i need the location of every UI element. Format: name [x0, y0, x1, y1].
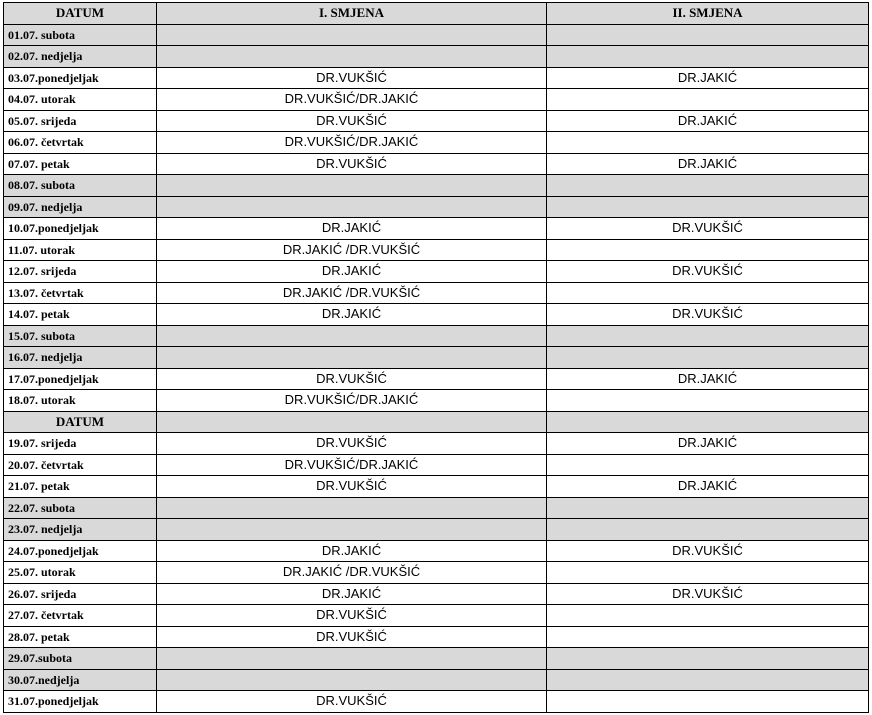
schedule-row: [4, 218, 869, 240]
date-cell: 01.07. subota: [4, 24, 157, 46]
second-shift-cell: [547, 46, 869, 68]
schedule-row: [4, 605, 869, 627]
second-shift-cell: [547, 605, 869, 627]
date-cell: 10.07.ponedjeljak: [4, 218, 157, 240]
date-cell: 20.07. četvrtak: [4, 454, 157, 476]
schedule-row: [4, 583, 869, 605]
second-shift-cell: DR.JAKIĆ: [547, 476, 869, 498]
date-cell: 29.07.subota: [4, 648, 157, 670]
date-cell: 04.07. utorak: [4, 89, 157, 111]
first-shift-cell: DR.JAKIĆ /DR.VUKŠIĆ: [157, 282, 547, 304]
date-cell: DATUM: [4, 411, 157, 433]
second-shift-cell: [547, 347, 869, 369]
schedule-row: [4, 67, 869, 89]
first-shift-cell: [157, 411, 547, 433]
first-shift-cell: [157, 497, 547, 519]
date-cell: 06.07. četvrtak: [4, 132, 157, 154]
first-shift-cell: [157, 669, 547, 691]
weekend-row: [4, 24, 869, 46]
first-shift-cell: [157, 325, 547, 347]
weekend-row: [4, 325, 869, 347]
second-shift-cell: II. SMJENA: [547, 3, 869, 25]
second-shift-cell: [547, 454, 869, 476]
first-shift-cell: [157, 24, 547, 46]
schedule-row: [4, 626, 869, 648]
date-cell: 02.07. nedjelja: [4, 46, 157, 68]
second-shift-cell: [547, 175, 869, 197]
second-shift-cell: [547, 497, 869, 519]
second-shift-cell: [547, 562, 869, 584]
date-cell: 25.07. utorak: [4, 562, 157, 584]
first-shift-cell: DR.JAKIĆ /DR.VUKŠIĆ: [157, 562, 547, 584]
first-shift-cell: DR.VUKŠIĆ/DR.JAKIĆ: [157, 132, 547, 154]
second-shift-cell: DR.JAKIĆ: [547, 67, 869, 89]
weekend-row: [4, 669, 869, 691]
header-row: [4, 411, 869, 433]
date-cell: 14.07. petak: [4, 304, 157, 326]
date-cell: 17.07.ponedjeljak: [4, 368, 157, 390]
first-shift-cell: I. SMJENA: [157, 3, 547, 25]
date-cell: 15.07. subota: [4, 325, 157, 347]
date-cell: 18.07. utorak: [4, 390, 157, 412]
second-shift-cell: [547, 648, 869, 670]
date-cell: 28.07. petak: [4, 626, 157, 648]
schedule-row: [4, 390, 869, 412]
second-shift-cell: [547, 239, 869, 261]
weekend-row: [4, 196, 869, 218]
schedule-row: [4, 476, 869, 498]
first-shift-cell: DR.VUKŠIĆ/DR.JAKIĆ: [157, 390, 547, 412]
date-cell: 07.07. petak: [4, 153, 157, 175]
schedule-row: [4, 368, 869, 390]
first-shift-cell: DR.VUKŠIĆ: [157, 153, 547, 175]
first-shift-cell: DR.VUKŠIĆ: [157, 691, 547, 713]
second-shift-cell: DR.VUKŠIĆ: [547, 540, 869, 562]
first-shift-cell: DR.VUKŠIĆ/DR.JAKIĆ: [157, 89, 547, 111]
second-shift-cell: DR.JAKIĆ: [547, 368, 869, 390]
schedule-row: [4, 691, 869, 713]
weekend-row: [4, 497, 869, 519]
schedule-row: [4, 261, 869, 283]
date-cell: 31.07.ponedjeljak: [4, 691, 157, 713]
second-shift-cell: DR.VUKŠIĆ: [547, 261, 869, 283]
second-shift-cell: [547, 24, 869, 46]
date-cell: DATUM: [4, 3, 157, 25]
date-cell: 24.07.ponedjeljak: [4, 540, 157, 562]
second-shift-cell: DR.JAKIĆ: [547, 433, 869, 455]
first-shift-cell: DR.VUKŠIĆ/DR.JAKIĆ: [157, 454, 547, 476]
first-shift-cell: DR.JAKIĆ: [157, 261, 547, 283]
date-cell: 21.07. petak: [4, 476, 157, 498]
date-cell: 19.07. srijeda: [4, 433, 157, 455]
date-cell: 26.07. srijeda: [4, 583, 157, 605]
schedule-row: [4, 454, 869, 476]
schedule-row: [4, 304, 869, 326]
first-shift-cell: [157, 519, 547, 541]
second-shift-cell: [547, 196, 869, 218]
date-cell: 27.07. četvrtak: [4, 605, 157, 627]
second-shift-cell: [547, 519, 869, 541]
second-shift-cell: [547, 325, 869, 347]
second-shift-cell: DR.JAKIĆ: [547, 110, 869, 132]
date-cell: 22.07. subota: [4, 497, 157, 519]
first-shift-cell: DR.VUKŠIĆ: [157, 476, 547, 498]
first-shift-cell: DR.JAKIĆ: [157, 583, 547, 605]
first-shift-cell: [157, 46, 547, 68]
date-cell: 16.07. nedjelja: [4, 347, 157, 369]
first-shift-cell: DR.VUKŠIĆ: [157, 626, 547, 648]
weekend-row: [4, 648, 869, 670]
first-shift-cell: [157, 347, 547, 369]
schedule-row: [4, 239, 869, 261]
header-row: [4, 3, 869, 25]
second-shift-cell: DR.JAKIĆ: [547, 153, 869, 175]
schedule-row: [4, 562, 869, 584]
date-cell: 13.07. četvrtak: [4, 282, 157, 304]
second-shift-cell: [547, 669, 869, 691]
date-cell: 30.07.nedjelja: [4, 669, 157, 691]
schedule-row: [4, 132, 869, 154]
first-shift-cell: DR.VUKŠIĆ: [157, 110, 547, 132]
date-cell: 12.07. srijeda: [4, 261, 157, 283]
first-shift-cell: DR.VUKŠIĆ: [157, 368, 547, 390]
first-shift-cell: DR.JAKIĆ: [157, 540, 547, 562]
second-shift-cell: [547, 691, 869, 713]
date-cell: 08.07. subota: [4, 175, 157, 197]
second-shift-cell: [547, 132, 869, 154]
second-shift-cell: [547, 282, 869, 304]
schedule-row: [4, 89, 869, 111]
second-shift-cell: [547, 626, 869, 648]
schedule-row: [4, 540, 869, 562]
date-cell: 11.07. utorak: [4, 239, 157, 261]
schedule-row: [4, 282, 869, 304]
first-shift-cell: DR.VUKŠIĆ: [157, 605, 547, 627]
schedule-body: [4, 3, 869, 713]
second-shift-cell: [547, 89, 869, 111]
second-shift-cell: DR.VUKŠIĆ: [547, 218, 869, 240]
date-cell: 05.07. srijeda: [4, 110, 157, 132]
first-shift-cell: [157, 648, 547, 670]
schedule-row: [4, 153, 869, 175]
first-shift-cell: [157, 196, 547, 218]
weekend-row: [4, 347, 869, 369]
second-shift-cell: [547, 411, 869, 433]
date-cell: 23.07. nedjelja: [4, 519, 157, 541]
date-cell: 03.07.ponedjeljak: [4, 67, 157, 89]
weekend-row: [4, 46, 869, 68]
shift-schedule-table: [3, 2, 869, 713]
second-shift-cell: DR.VUKŠIĆ: [547, 304, 869, 326]
date-cell: 09.07. nedjelja: [4, 196, 157, 218]
schedule-row: [4, 433, 869, 455]
first-shift-cell: DR.JAKIĆ: [157, 304, 547, 326]
schedule-row: [4, 110, 869, 132]
first-shift-cell: DR.VUKŠIĆ: [157, 67, 547, 89]
second-shift-cell: DR.VUKŠIĆ: [547, 583, 869, 605]
first-shift-cell: DR.JAKIĆ /DR.VUKŠIĆ: [157, 239, 547, 261]
weekend-row: [4, 175, 869, 197]
first-shift-cell: [157, 175, 547, 197]
first-shift-cell: DR.VUKŠIĆ: [157, 433, 547, 455]
second-shift-cell: [547, 390, 869, 412]
weekend-row: [4, 519, 869, 541]
first-shift-cell: DR.JAKIĆ: [157, 218, 547, 240]
